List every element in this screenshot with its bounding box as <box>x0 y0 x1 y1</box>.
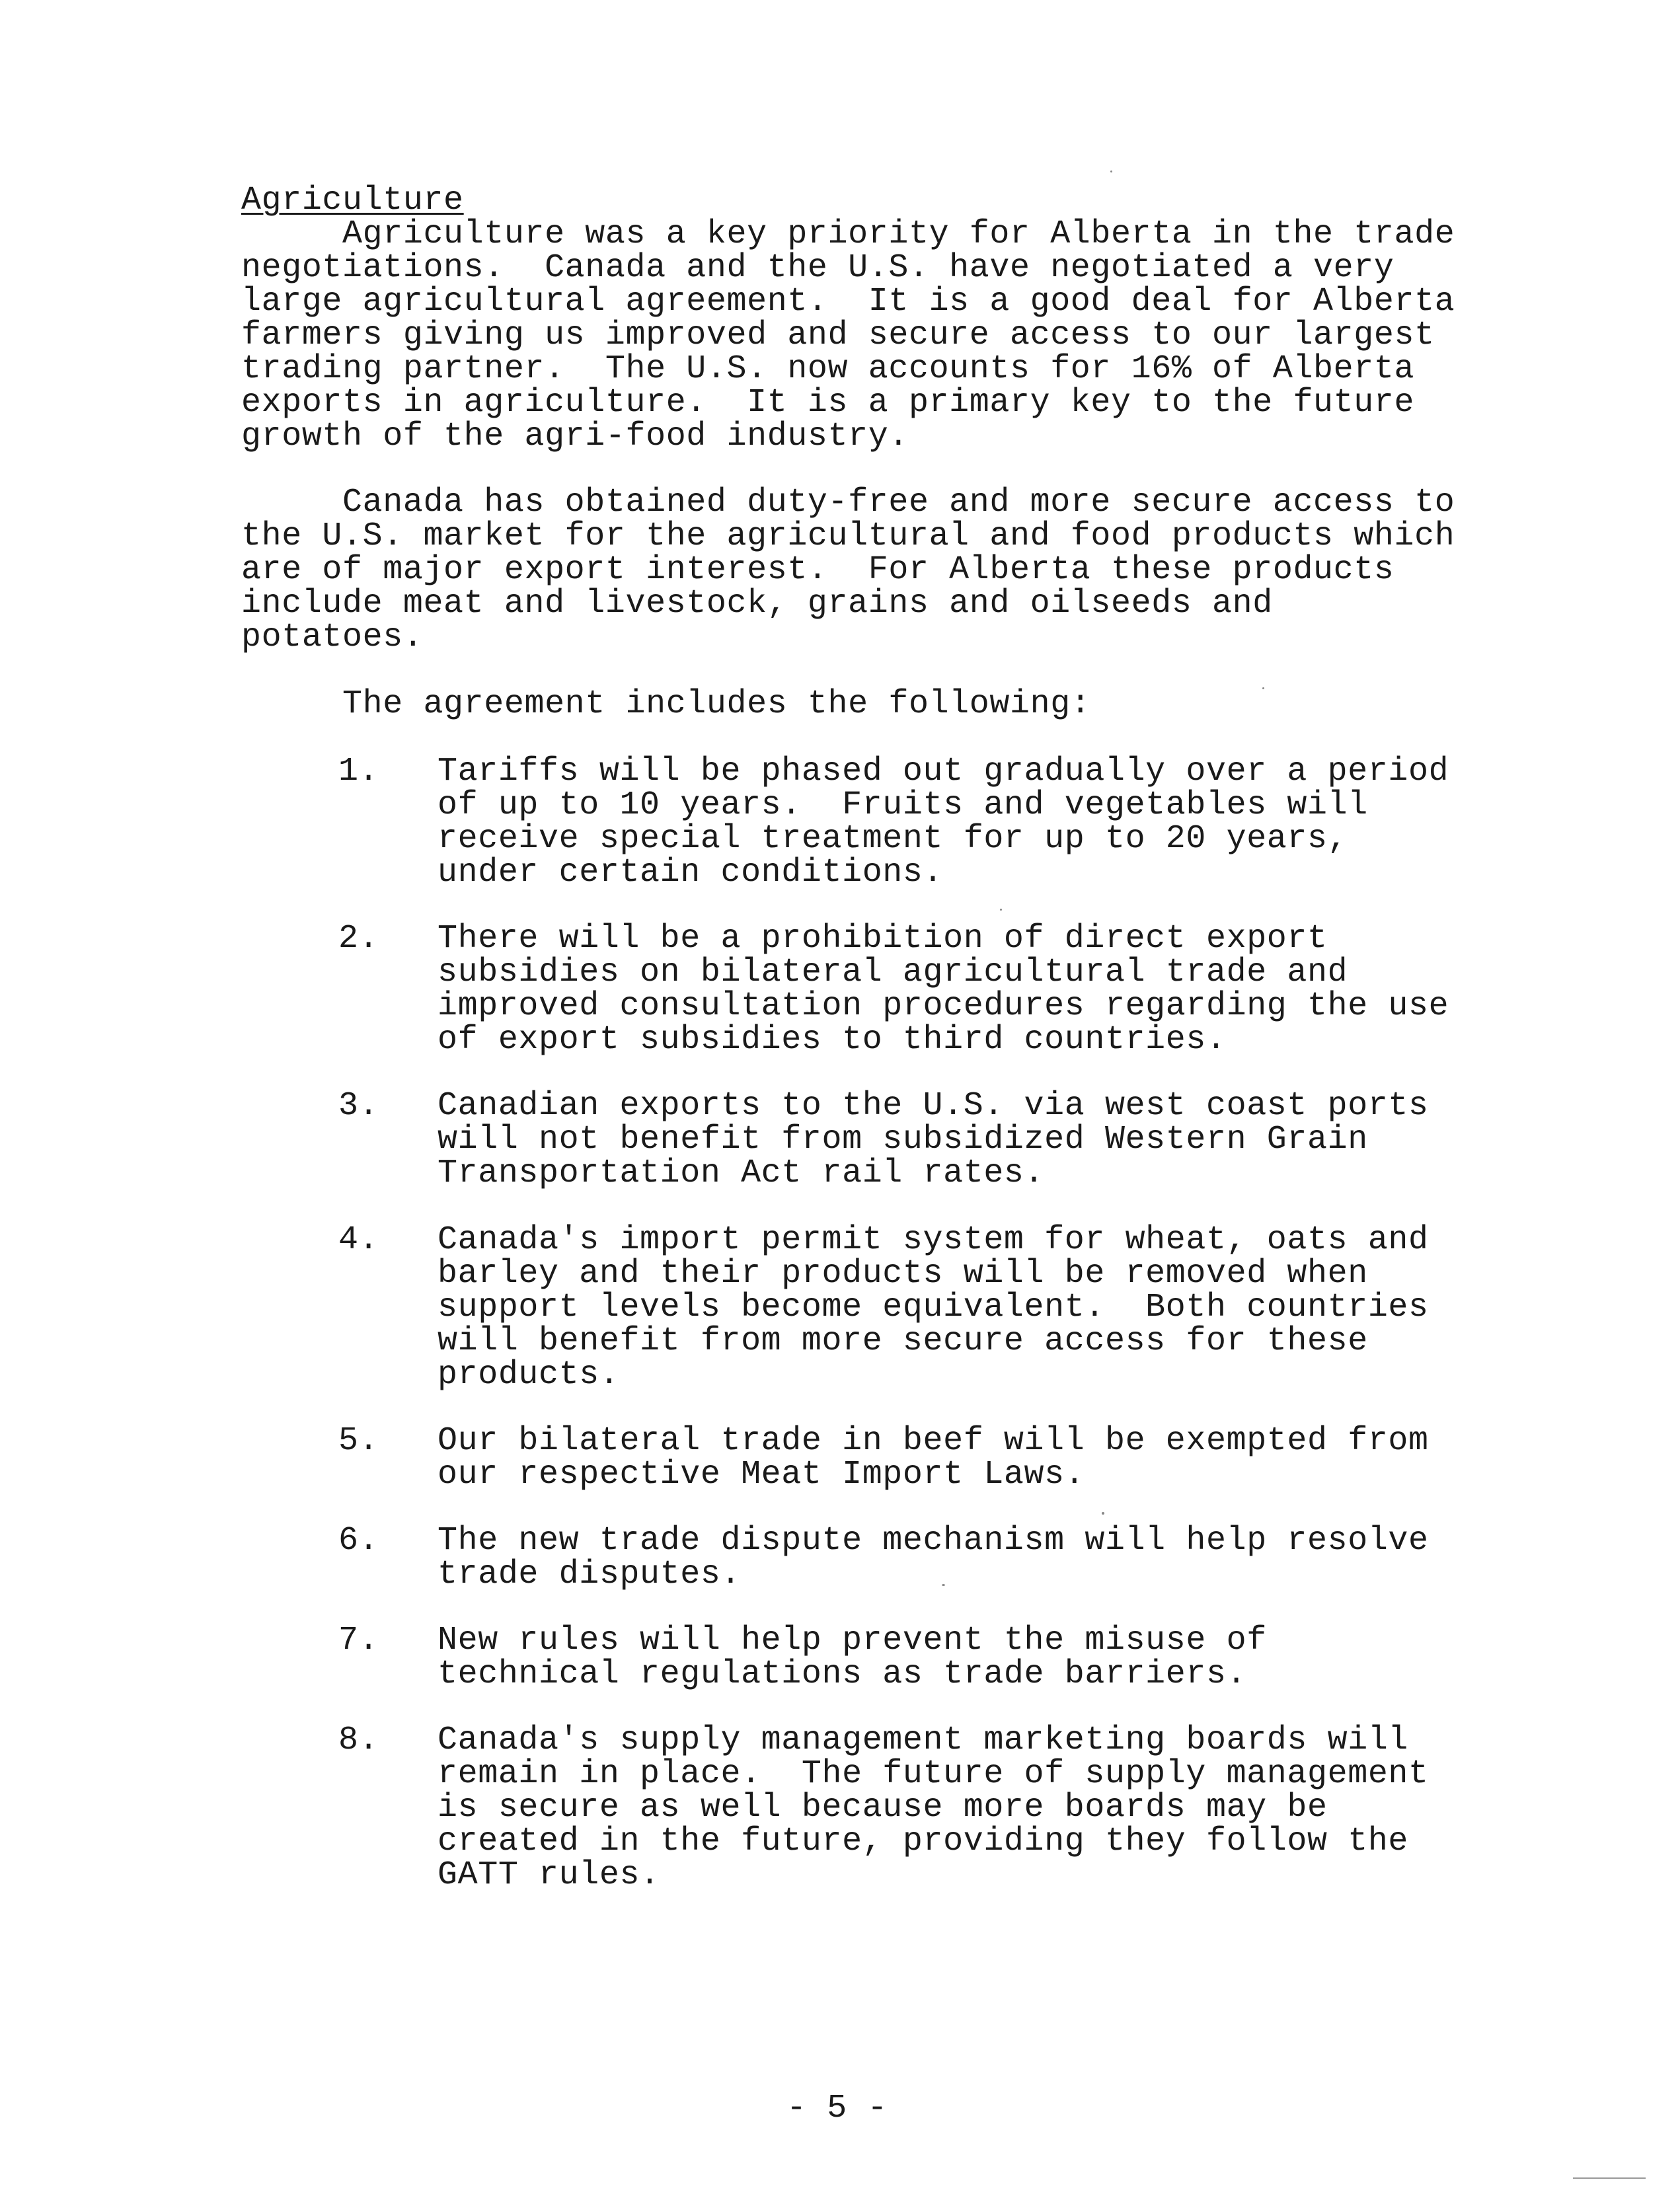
list-text: Canada's import permit system for wheat, oats and barley and their products will be removed when support levels become equivalent. Both countries will benefit from more secure access for these products. <box>438 1221 1429 1394</box>
scan-speck <box>1000 909 1002 911</box>
scan-speck <box>942 1584 945 1586</box>
page-number: - 5 - <box>786 2090 888 2127</box>
list-number: 5. <box>338 1422 379 1460</box>
list-number: 2. <box>338 920 379 958</box>
paragraph-intro-agriculture: Agriculture was a key priority for Alberta in the trade negotiations. Canada and the U.S. have negotiated a very large agricultural agreement. It is a good deal for Alberta farmers giving us improved and secure access to our largest trading partner. The U.S. now accounts for 16% of Alberta exports in agriculture. It is a primary key to the future growth of the agri-food industry. <box>241 215 1455 455</box>
list-text: Our bilateral trade in beef will be exempted from our respective Meat Import Laws. <box>438 1422 1429 1493</box>
list-number: 7. <box>338 1622 379 1659</box>
scan-speck <box>1110 170 1112 172</box>
list-number: 1. <box>338 753 379 790</box>
list-text: New rules will help prevent the misuse of technical regulations as trade barriers. <box>438 1622 1267 1693</box>
list-number: 4. <box>338 1221 379 1259</box>
list-text: The new trade dispute mechanism will help resolve trade disputes. <box>438 1522 1429 1593</box>
list-text: There will be a prohibition of direct export subsidies on bilateral agricultural trade and improved consultation procedures regarding the use of export subsidies to third countries. <box>438 920 1449 1059</box>
list-text: Tariffs will be phased out gradually over a period of up to 10 years. Fruits and vegetables will receive special treatment for up to 20 years, under certain conditions. <box>438 753 1449 891</box>
scan-speck <box>1262 687 1264 689</box>
list-number: 3. <box>338 1087 379 1125</box>
scan-edge-line <box>1573 2177 1646 2179</box>
list-text: Canada's supply management marketing boards will remain in place. The future of supply management is secure as well because more boards may be created in the future, providing they follow the GATT rules. <box>438 1721 1429 1894</box>
agreement-intro: The agreement includes the following: <box>241 685 1091 723</box>
scan-speck <box>1102 1512 1104 1515</box>
section-heading: Agriculture <box>241 182 464 219</box>
list-text: Canadian exports to the U.S. via west coast ports will not benefit from subsidized Western Grain Transportation Act rail rates. <box>438 1087 1429 1192</box>
list-number: 6. <box>338 1522 379 1560</box>
list-number: 8. <box>338 1721 379 1759</box>
paragraph-market-access: Canada has obtained duty-free and more secure access to the U.S. market for the agricultural and food products which are of major export interest. For Alberta these products include meat and livestock, grains and oilseeds and potatoes. <box>241 484 1455 656</box>
